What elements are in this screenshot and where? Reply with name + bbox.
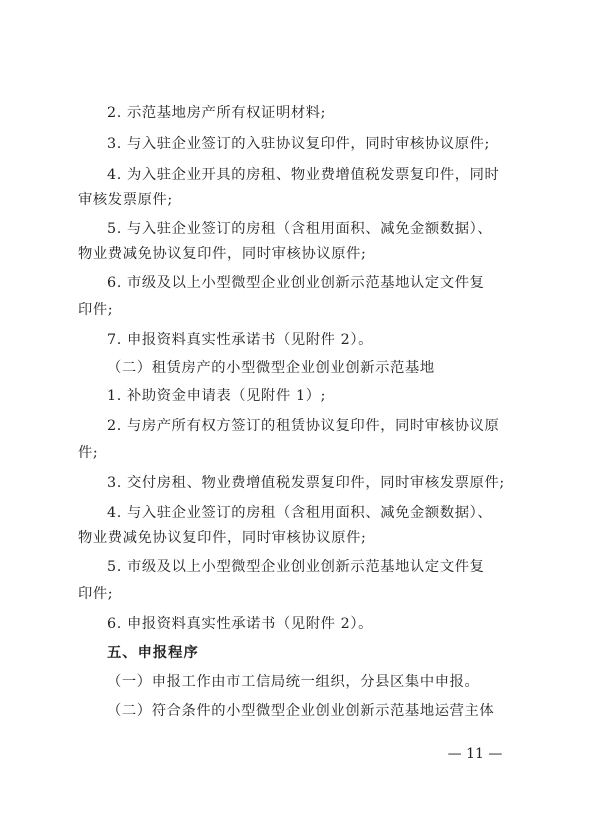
page-number: — 11 —: [447, 746, 503, 762]
list-item-rent-agreement-2-cont: 物业费减免协议复印件，同时审核协议原件;: [78, 530, 367, 546]
list-item-commitment-2: 6. 申报资料真实性承诺书（见附件 2）。: [107, 616, 374, 632]
list-item-rent-agreement-cont: 物业费减免协议复印件，同时审核协议原件;: [78, 246, 367, 262]
list-item-invoice-copy: 4. 为入驻企业开具的房租、物业费增值税发票复印件，同时: [107, 167, 500, 183]
list-item-certification: 6. 市级及以上小型微型企业创业创新示范基地认定文件复: [107, 275, 485, 291]
list-item-application-form: 1. 补助资金申请表（见附件 1）;: [107, 388, 327, 404]
list-item-certification-cont: 印件;: [78, 302, 114, 318]
section-heading-procedure: 五、申报程序: [107, 645, 199, 661]
list-item-rent-agreement: 5. 与入驻企业签订的房租（含租用面积、减免金额数据）、: [107, 221, 493, 237]
list-item-property-ownership: 2. 示范基地房产所有权证明材料;: [107, 105, 327, 121]
list-item-certification-2-cont: 印件;: [78, 586, 114, 602]
list-item-invoice-copy-cont: 审核发票原件;: [78, 192, 173, 208]
procedure-item-1: （一）申报工作由市工信局统一组织，分县区集中申报。: [107, 674, 480, 690]
list-item-settlement-agreement: 3. 与入驻企业签订的入驻协议复印件，同时审核协议原件;: [107, 136, 490, 152]
procedure-item-2: （二）符合条件的小型微型企业创业创新示范基地运营主体: [107, 703, 495, 719]
list-item-commitment: 7. 申报资料真实性承诺书（见附件 2）。: [107, 332, 374, 348]
subsection-heading-leased: （二）租赁房产的小型微型企业创业创新示范基地: [107, 360, 435, 376]
list-item-lease-agreement-cont: 件;: [78, 445, 99, 461]
list-item-lease-agreement: 2. 与房产所有权方签订的租赁协议复印件，同时审核协议原: [107, 418, 500, 434]
list-item-rent-agreement-2: 4. 与入驻企业签订的房租（含租用面积、减免金额数据）、: [107, 505, 493, 521]
list-item-rent-invoice: 3. 交付房租、物业费增值税发票复印件，同时审核发票原件;: [107, 475, 505, 491]
list-item-certification-2: 5. 市级及以上小型微型企业创业创新示范基地认定文件复: [107, 559, 485, 575]
